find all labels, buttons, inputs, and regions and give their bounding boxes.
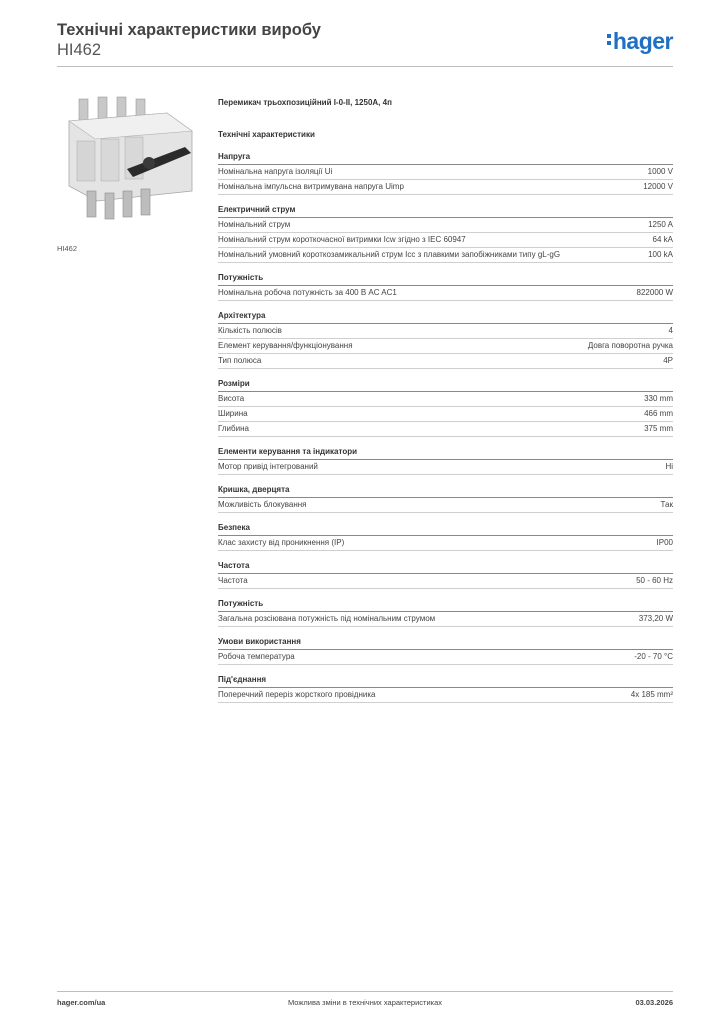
spec-row	[218, 339, 673, 354]
spec-heading: Технічні характеристики	[218, 130, 315, 139]
spec-value: Так	[660, 500, 673, 509]
section-title: Потужність	[218, 272, 673, 286]
footer-note: Можлива зміни в технічних характеристиках	[287, 998, 443, 1007]
page-header	[57, 20, 673, 60]
spec-value: 4	[668, 326, 673, 335]
spec-section	[218, 560, 673, 589]
spec-value: 375 mm	[644, 424, 673, 433]
spec-label: Робоча температура	[218, 652, 295, 661]
spec-row	[218, 650, 673, 665]
header-divider	[57, 66, 673, 67]
spec-value: -20 - 70 °C	[634, 652, 673, 661]
spec-section	[218, 151, 673, 195]
section-title: Безпека	[218, 522, 673, 536]
section-title: Архітектура	[218, 310, 673, 324]
section-title: Кришка, дверцята	[218, 484, 673, 498]
spec-row	[218, 218, 673, 233]
product-name: Перемикач трьохпозиційний I-0-II, 1250A, 4п	[218, 98, 392, 107]
spec-section	[218, 636, 673, 665]
spec-content	[218, 96, 673, 703]
section-title: Під'єднання	[218, 674, 673, 688]
spec-row	[218, 574, 673, 589]
spec-row	[218, 536, 673, 551]
spec-label: Тип полюса	[218, 356, 262, 365]
spec-row	[218, 180, 673, 195]
section-title: Частота	[218, 560, 673, 574]
spec-section	[218, 272, 673, 301]
image-caption: HI462	[57, 244, 78, 253]
spec-section	[218, 484, 673, 513]
spec-row	[218, 286, 673, 301]
spec-value: 466 mm	[644, 409, 673, 418]
spec-label: Частота	[218, 576, 248, 585]
spec-value: IP00	[656, 538, 673, 547]
logo-dots-icon	[607, 31, 613, 48]
spec-row	[218, 165, 673, 180]
spec-row	[218, 324, 673, 339]
spec-value: 4x 185 mm²	[630, 690, 673, 699]
hager-logo	[607, 28, 673, 55]
section-title: Розміри	[218, 378, 673, 392]
spec-label: Номінальний умовний короткозамикальний струм Icc з плавкими запобіжниками типу gL-gG	[218, 250, 561, 259]
spec-row	[218, 498, 673, 513]
spec-label: Номінальна робоча потужність за 400 В AC AC1	[218, 288, 397, 297]
spec-value: Hi	[665, 462, 673, 471]
spec-label: Номінальна напруга ізоляції Ui	[218, 167, 333, 176]
spec-value: 50 - 60 Hz	[636, 576, 673, 585]
spec-label: Кількість полюсів	[218, 326, 282, 335]
spec-label: Висота	[218, 394, 245, 403]
spec-label: Поперечний переріз жорсткого провідника	[218, 690, 376, 699]
spec-value: Довга поворотна ручка	[587, 341, 673, 350]
spec-label: Загальна розсіювана потужність під номінальним струмом	[218, 614, 436, 623]
spec-row	[218, 233, 673, 248]
spec-sections	[218, 151, 673, 703]
document-title: Технічні характеристики виробу	[57, 21, 321, 39]
footer-date: 03.03.2026	[635, 998, 673, 1007]
spec-label: Можливість блокування	[218, 500, 307, 509]
spec-value: 373,20 W	[638, 614, 673, 623]
spec-section	[218, 674, 673, 703]
spec-row	[218, 612, 673, 627]
spec-label: Клас захисту від проникнення (IP)	[218, 538, 345, 547]
spec-label: Мотор привід інтегрований	[218, 462, 318, 471]
spec-row	[218, 248, 673, 263]
logo-text: hager	[612, 28, 673, 54]
product-code: HI462	[57, 41, 102, 59]
spec-section	[218, 522, 673, 551]
spec-value: 64 kA	[652, 235, 673, 244]
spec-value: 4P	[663, 356, 673, 365]
spec-row	[218, 422, 673, 437]
spec-label: Номінальний струм короткочасної витримки Icw згідно з IEC 60947	[218, 235, 466, 244]
spec-label: Номінальний струм	[218, 220, 291, 229]
spec-value: 100 kA	[648, 250, 673, 259]
footer-divider	[57, 991, 673, 992]
spec-row	[218, 407, 673, 422]
spec-section	[218, 598, 673, 627]
spec-section	[218, 446, 673, 475]
section-title: Напруга	[218, 151, 673, 165]
spec-row	[218, 354, 673, 369]
spec-value: 822000 W	[636, 288, 673, 297]
spec-label: Ширина	[218, 409, 248, 418]
spec-value: 1000 V	[647, 167, 673, 176]
spec-value: 12000 V	[643, 182, 673, 191]
section-title: Потужність	[218, 598, 673, 612]
spec-value: 1250 A	[648, 220, 673, 229]
section-title: Умови використання	[218, 636, 673, 650]
switch-disconnector-photo	[57, 91, 206, 235]
spec-value: 330 mm	[644, 394, 673, 403]
spec-row	[218, 688, 673, 703]
spec-row	[218, 460, 673, 475]
section-title: Електричний струм	[218, 204, 673, 218]
spec-label: Номінальна імпульсна витримувана напруга Uimp	[218, 182, 404, 191]
spec-row	[218, 392, 673, 407]
spec-section	[218, 310, 673, 369]
section-title: Елементи керування та індикатори	[218, 446, 673, 460]
footer-website-link[interactable]: hager.com/ua	[57, 998, 106, 1007]
spec-label: Елемент керування/функціонування	[218, 341, 353, 350]
spec-section	[218, 204, 673, 263]
spec-section	[218, 378, 673, 437]
spec-label: Глибина	[218, 424, 249, 433]
